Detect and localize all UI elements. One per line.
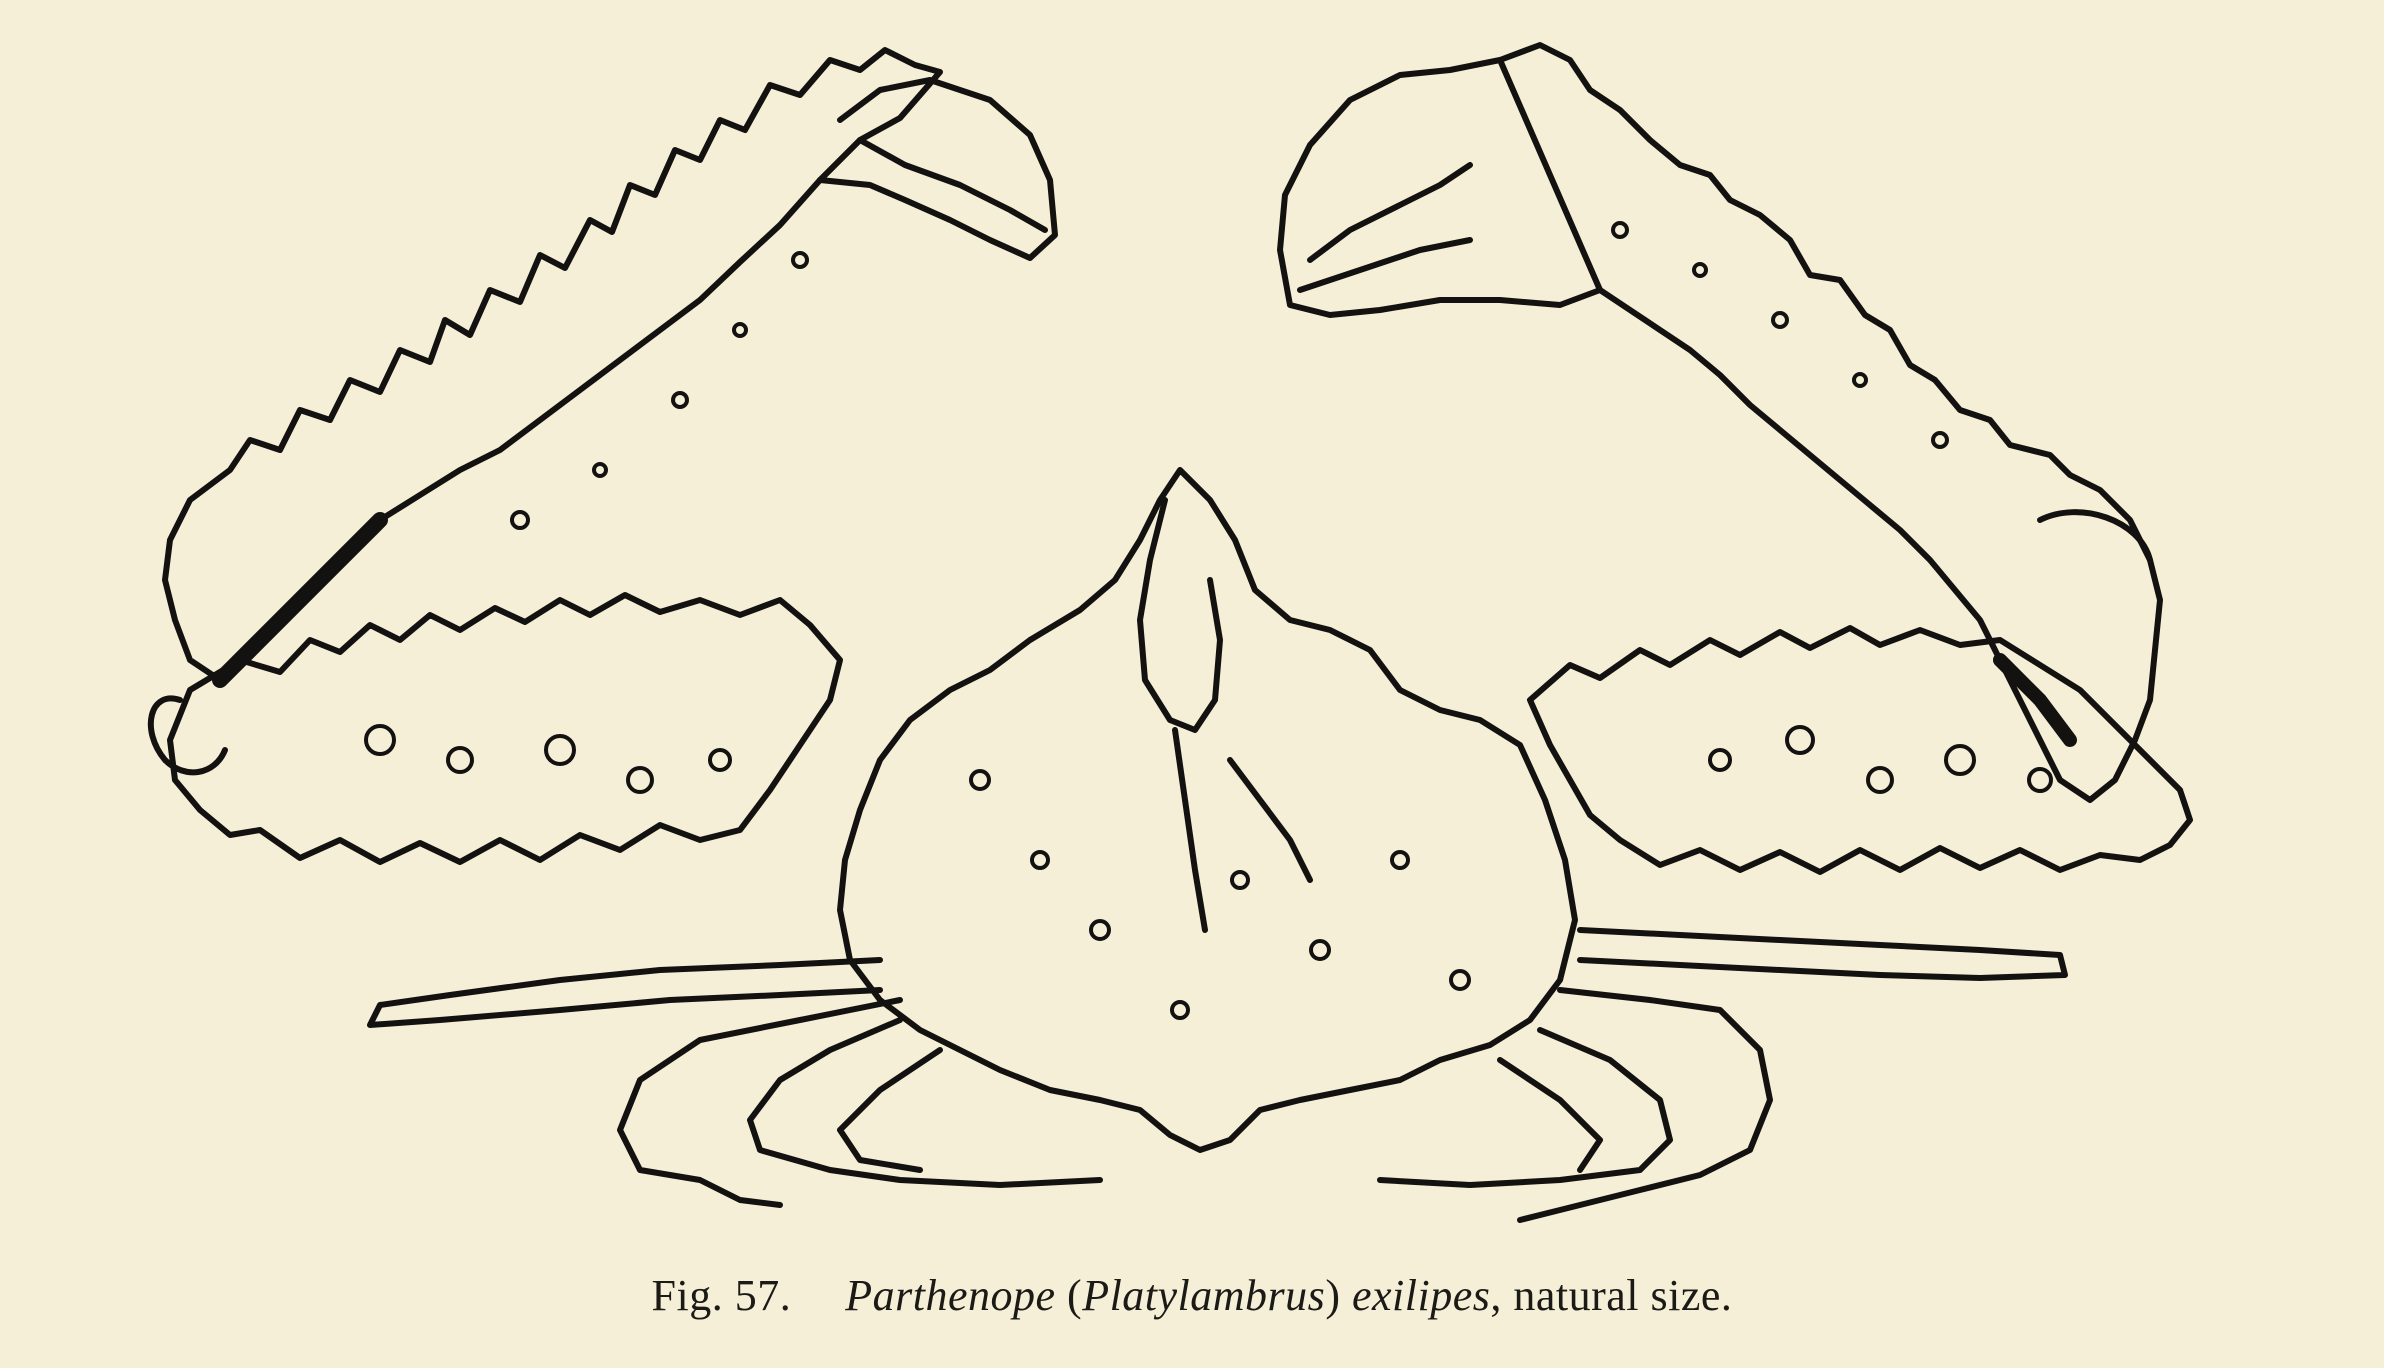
right-walking-legs	[1380, 930, 2065, 1220]
right-cheliped	[1280, 45, 2190, 872]
genus-name: Parthenope	[845, 1271, 1056, 1320]
subgenus-open-paren: (	[1055, 1271, 1083, 1320]
left-walking-legs	[370, 960, 1100, 1205]
species-name: exilipes	[1351, 1271, 1491, 1320]
carapace	[840, 470, 1575, 1150]
subgenus-close-paren: )	[1325, 1271, 1352, 1320]
subgenus-name: Platylambrus	[1082, 1271, 1326, 1320]
scale-note: , natural size.	[1490, 1271, 1733, 1320]
figure-caption	[0, 1270, 2384, 1321]
left-cheliped	[151, 50, 1055, 862]
figure-number: Fig. 57.	[651, 1271, 792, 1320]
surface-texture	[366, 223, 2051, 1018]
